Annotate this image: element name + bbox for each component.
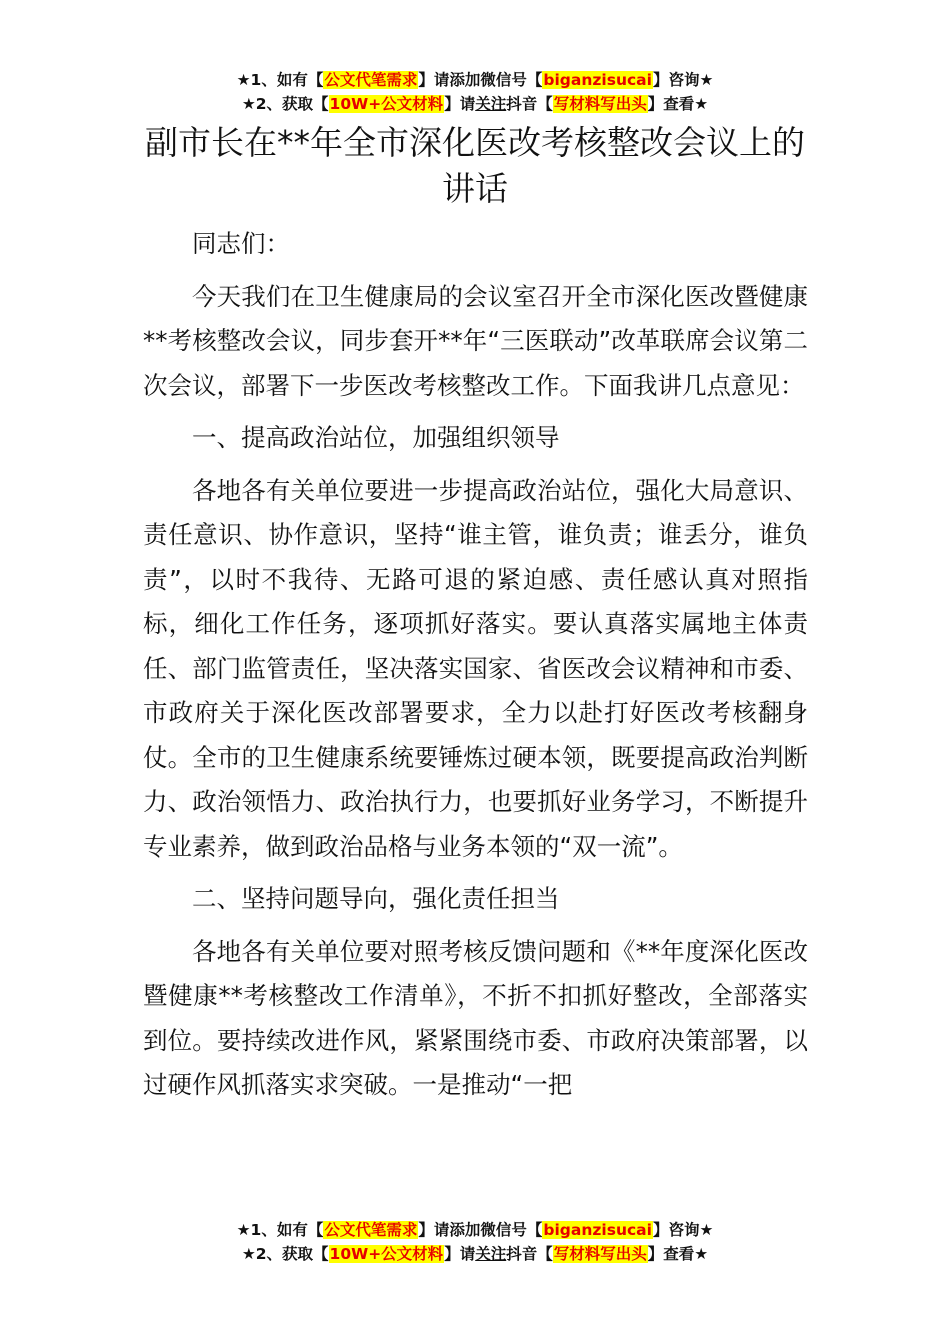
banner-highlight: biganzisucai (543, 1221, 652, 1239)
banner-highlight: 10W+公文材料 (329, 1245, 444, 1263)
document-body (143, 222, 808, 1116)
banner-line-1: ★1、如有【公文代笔需求】请添加微信号【biganzisucai】咨询★ (236, 71, 714, 89)
footer-banner (0, 1218, 950, 1266)
banner-highlight: 公文代笔需求 (324, 1221, 418, 1239)
paragraph: 今天我们在卫生健康局的会议室召开全市深化医改暨健康**考核整改会议，同步套开**年“三医联动”改革联席会议第二次会议，部署下一步医改考核整改工作。下面我讲几点意见： (143, 281, 808, 400)
banner-emphasis: 添加 (449, 71, 481, 89)
section-heading: 一、提高政治站位，加强组织领导 (192, 423, 560, 452)
banner-highlight: 公文代笔需求 (324, 71, 418, 89)
banner-highlight: 写材料写出头 (553, 95, 647, 113)
paragraph: 各地各有关单位要对照考核反馈问题和《**年度深化医改暨健康**考核整改工作清单》，不折不扣抓好整改，全部落实到位。要持续改进作风，紧紧围绕市委、市政府决策部署，以过硬作风抓落实求突破。一是推动“一把 (143, 936, 808, 1099)
banner-emphasis: 关注 (475, 95, 507, 113)
salutation: 同志们： (192, 229, 290, 258)
header-banner (0, 68, 950, 116)
banner-highlight: biganzisucai (543, 71, 652, 89)
banner-line-2: ★2、获取【10W+公文材料】请关注抖音【写材料写出头】查看★ (241, 95, 709, 113)
paragraph: 各地各有关单位要进一步提高政治站位，强化大局意识、责任意识、协作意识，坚持“谁主管，谁负责；谁丢分，谁负责”，以时不我待、无路可退的紧迫感、责任感认真对照指标，细化工作任务，逐项抓好落实。要认真落实属地主体责任、部门监管责任，坚决落实国家、省医改会议精神和市委、市政府关于深化医改部署要求，全力以赴打好医改考核翻身仗。全市的卫生健康系统要锤炼过硬本领，既要提高政治判断力、政治领悟力、政治执行力，也要抓好业务学习，不断提升专业素养，做到政治品格与业务本领的“双一流”。 (143, 475, 808, 861)
banner-line-2: ★2、获取【10W+公文材料】请关注抖音【写材料写出头】查看★ (241, 1245, 709, 1263)
banner-highlight: 写材料写出头 (553, 1245, 647, 1263)
banner-line-1: ★1、如有【公文代笔需求】请添加微信号【biganzisucai】咨询★ (236, 1221, 714, 1239)
document-title: 副市长在**年全市深化医改考核整改会议上的讲话 (145, 123, 805, 208)
banner-highlight: 10W+公文材料 (329, 95, 444, 113)
section-heading: 二、坚持问题导向，强化责任担当 (192, 884, 560, 913)
banner-emphasis: 添加 (449, 1221, 481, 1239)
banner-emphasis: 关注 (475, 1245, 507, 1263)
